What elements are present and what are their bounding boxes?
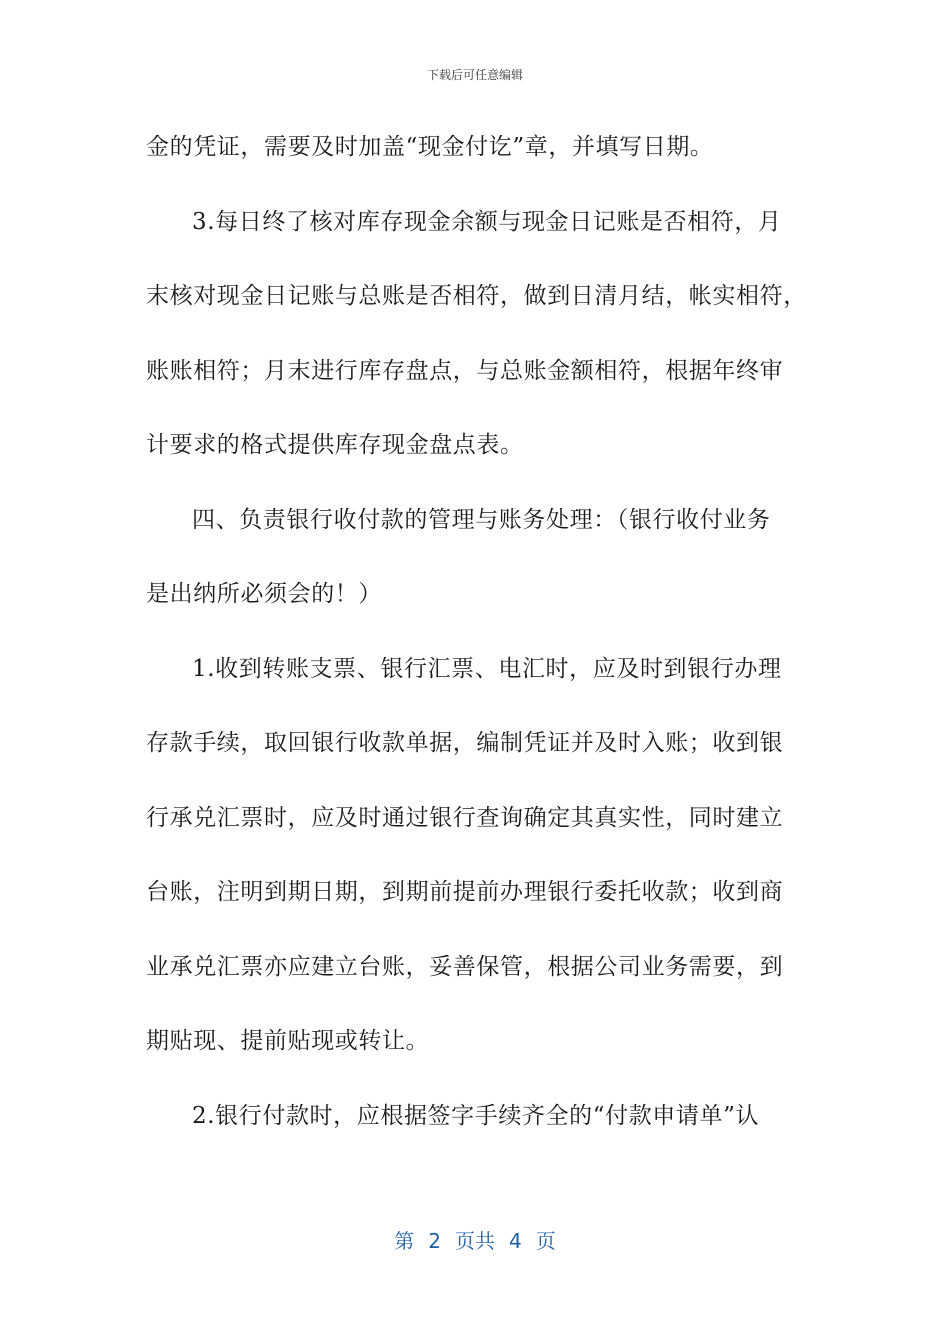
page-current: 2	[428, 1229, 441, 1253]
text-line: 四、负责银行收付款的管理与账务处理：（银行收付业务	[192, 506, 771, 533]
text-line: 账账相符；月末进行库存盘点，与总账金额相符，根据年终审	[146, 357, 784, 384]
page-footer	[0, 1225, 950, 1254]
document-body	[146, 124, 806, 1167]
page-total: 4	[509, 1229, 522, 1253]
text-line: 是出纳所必须会的！）	[146, 581, 382, 607]
text-line: 行承兑汇票时，应及时通过银行查询确定其真实性，同时建立	[146, 804, 784, 831]
page-suffix: 页	[535, 1229, 556, 1253]
page-prefix: 第	[394, 1229, 415, 1253]
text-line: 末核对现金日记账与总账是否相符，做到日清月结，帐实相符，	[146, 283, 807, 309]
text-line: 1.收到转账支票、银行汇票、电汇时，应及时到银行办理	[192, 655, 782, 682]
text-line: 期贴现、提前贴现或转让。	[146, 1028, 430, 1054]
text-line: 金的凭证，需要及时加盖“现金付讫”章，并填写日期。	[146, 134, 714, 160]
text-line: 3.每日终了核对库存现金余额与现金日记账是否相符，月	[192, 208, 782, 235]
page-header: 下载后可任意编辑	[426, 68, 523, 82]
text-line: 台账，注明到期日期，到期前提前办理银行委托收款；收到商	[146, 879, 784, 905]
text-line: 2.银行付款时，应根据签字手续齐全的“付款申请单”认	[192, 1102, 760, 1129]
text-line: 计要求的格式提供库存现金盘点表。	[146, 432, 524, 458]
text-line: 存款手续，取回银行收款单据，编制凭证并及时入账；收到银	[146, 730, 784, 756]
text-line: 业承兑汇票亦应建立台账，妥善保管，根据公司业务需要，到	[146, 953, 784, 980]
page-mid: 页共	[455, 1229, 495, 1253]
